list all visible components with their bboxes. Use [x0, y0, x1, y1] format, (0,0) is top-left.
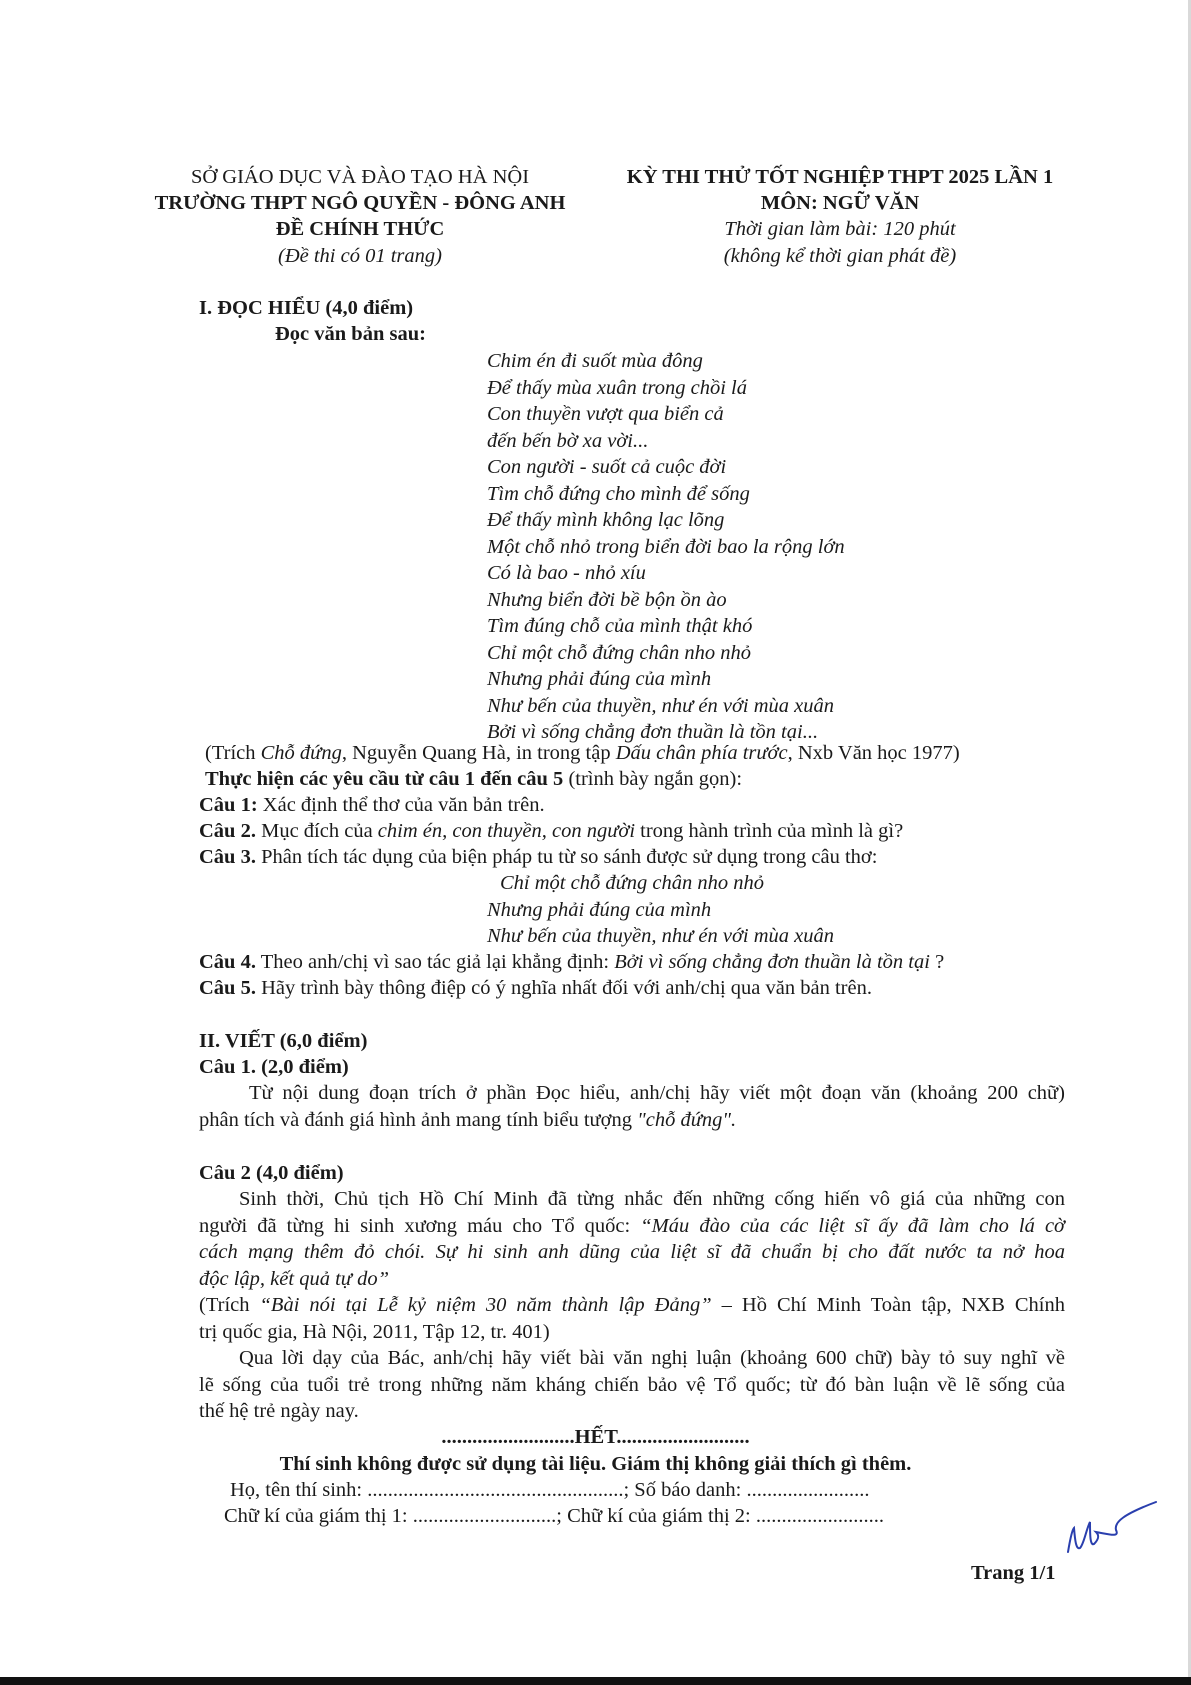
poem-line: Để thấy mùa xuân trong chồi lá [487, 376, 748, 399]
question-2: Câu 2. Mục đích của chim én, con thuyền, con người trong hành trình của mình là gì? [199, 820, 904, 842]
poem-line: Con thuyền vượt qua biển cả [487, 403, 724, 425]
proctor-signature-line: Chữ kí của giám thị 1: ............................; Chữ kí của giám thị 2: ......................... [224, 1505, 884, 1527]
end-marker: ..........................HẾT.......................... [441, 1426, 750, 1448]
question-5: Câu 5. Hãy trình bày thông điệp có ý nghĩa nhất đối với anh/chị qua văn bản trên. [199, 977, 872, 999]
poem-line: Chỉ một chỗ đứng chân nho nhỏ [487, 641, 751, 664]
question-3: Câu 3. Phân tích tác dụng của biện pháp tu từ so sánh được sử dụng trong câu thơ: [199, 846, 878, 868]
poem-line: Có là bao - nhỏ xíu [487, 562, 646, 584]
exam-title: KỲ THI THỬ TỐT NGHIỆP THPT 2025 LẦN 1 [626, 166, 1054, 188]
poem [487, 348, 845, 746]
poem-line: Một chỗ nhỏ trong biển đời bao la rộng lớn [487, 535, 845, 558]
q3-quote-line: Chỉ một chỗ đứng chân nho nhỏ [500, 872, 764, 894]
poem-line: Nhưng phải đúng của mình [487, 668, 712, 690]
poem-line: Bởi vì sống chẳng đơn thuần là tồn tại... [487, 721, 819, 743]
question-1: Câu 1: Xác định thể thơ của văn bản trên. [199, 794, 545, 816]
collection-title: Dấu chân phía trước [615, 742, 788, 764]
department-name: SỞ GIÁO DỤC VÀ ĐÀO TẠO HÀ NỘI [190, 166, 530, 188]
writing-question-1-title: Câu 1. (2,0 điểm) [199, 1056, 349, 1078]
poem-source: (Trích Chỗ đứng, Nguyễn Quang Hà, in trong tập Dấu chân phía trước, Nxb Văn học 1977) [205, 742, 960, 764]
subject-label: MÔN: NGỮ VĂN [760, 192, 920, 214]
q3-quote-line: Như bến của thuyền, như én với mùa xuân [487, 925, 834, 947]
official-exam-label: ĐỀ CHÍNH THỨC [275, 218, 445, 240]
scan-bottom-edge [0, 1677, 1191, 1685]
exam-notice: Thí sinh không được sử dụng tài liệu. Giám thị không giải thích gì thêm. [279, 1453, 912, 1475]
poem-line: Nhưng biển đời bề bộn ồn ào [487, 588, 727, 611]
tasks-instruction: Thực hiện các yêu cầu từ câu 1 đến câu 5 (trình bày ngắn gọn): [205, 768, 743, 790]
proctor-signature-scribble [1060, 1500, 1160, 1560]
poem-line: đến bến bờ xa vời... [487, 429, 649, 452]
section2-title: II. VIẾT (6,0 điểm) [199, 1030, 368, 1052]
page-number: Trang 1/1 [971, 1562, 1056, 1584]
time-limit: Thời gian làm bài: 120 phút [724, 218, 956, 240]
reading-instruction: Đọc văn bản sau: [275, 323, 426, 345]
poem-line: Như bến của thuyền, như én với mùa xuân [487, 694, 834, 717]
school-name: TRƯỜNG THPT NGÔ QUYỀN - ĐÔNG ANH [154, 192, 566, 214]
poem-line: Tìm chỗ đứng cho mình để sống [487, 482, 750, 505]
section1-title: I. ĐỌC HIỂU (4,0 điểm) [199, 297, 414, 319]
writing-question-2-quote-paragraph: Sinh thời, Chủ tịch Hồ Chí Minh đã từng nhắc đến những cống hiến vô giá của những con người đã từng hi sinh xương máu cho Tổ quốc: “Máu đào của các liệt sĩ ấy đã làm cho lá cờ cách mạng thêm đỏ chói. Sự hi sinh anh dũng của liệt sĩ đã chuẩn bị cho đất nước ta nở hoa độc lập, kết quả tự do” (Trích “Bài nói tại Lễ kỷ niệm 30 năm thành lập Đảng” – Hồ Chí Minh Toàn tập, NXB Chính trị quốc gia, Hà Nội, 2011, Tập 12, tr. 401) Qua lời dạy của Bác, anh/chị hãy viết bài văn nghị luận (khoảng 600 chữ) bày tỏ suy nghĩ về lẽ sống của tuổi trẻ trong những năm kháng chiến bảo vệ Tổ quốc; từ đó bàn luận về lẽ sống của thế hệ trẻ ngày nay. [199, 1188, 1066, 1422]
candidate-info-line: Họ, tên thí sinh: ..................................................; Số báo danh: ........................ [230, 1479, 870, 1501]
poem-line: Để thấy mình không lạc lõng [487, 509, 725, 531]
poem-line: Con người - suốt cả cuộc đời [487, 456, 727, 478]
writing-question-2-title: Câu 2 (4,0 điểm) [199, 1162, 344, 1184]
poem-line: Tìm đúng chỗ của mình thật khó [487, 615, 753, 637]
time-note: (không kể thời gian phát đề) [723, 245, 957, 267]
question-4: Câu 4. Theo anh/chị vì sao tác giả lại khẳng định: Bởi vì sống chẳng đơn thuần là tồn tại ? [199, 951, 945, 973]
poem-line: Chim én đi suốt mùa đông [487, 350, 703, 372]
q3-quote-line: Nhưng phải đúng của mình [487, 899, 712, 921]
page-count-note: (Đề thi có 01 trang) [278, 245, 442, 267]
poem-title: Chỗ đứng [260, 742, 342, 764]
writing-question-1-text: Từ nội dung đoạn trích ở phần Đọc hiểu, anh/chị hãy viết một đoạn văn (khoảng 200 chữ) phân tích và đánh giá hình ảnh mang tính biểu tượng "chỗ đứng". [199, 1082, 1065, 1131]
